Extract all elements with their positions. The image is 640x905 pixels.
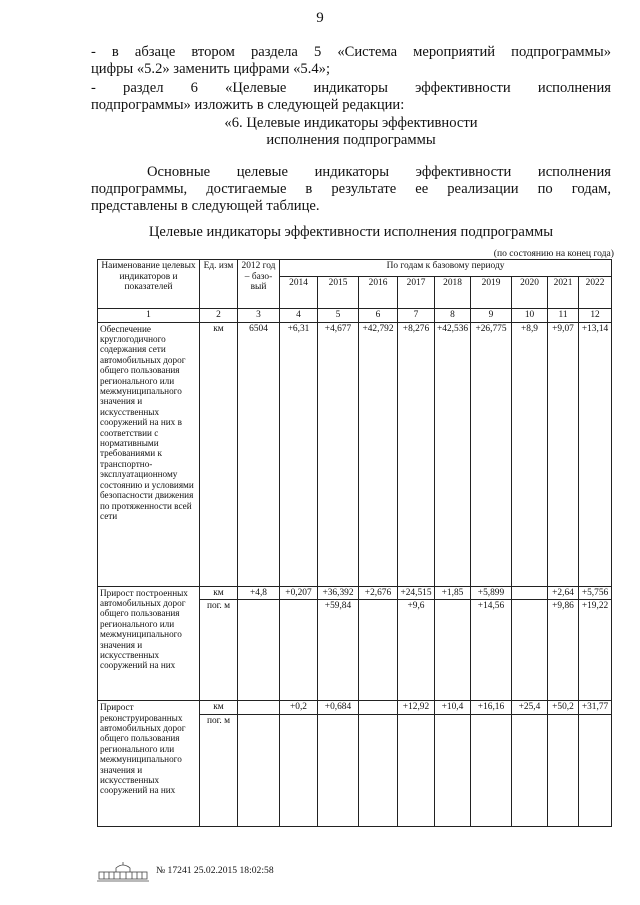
indicator-value (318, 714, 359, 826)
indicator-value: +42,792 (359, 322, 398, 586)
header-year: 2022 (579, 277, 612, 309)
column-number: 9 (471, 309, 512, 323)
header-year: 2014 (280, 277, 318, 309)
indicator-value: +12,92 (398, 701, 435, 715)
column-number: 11 (548, 309, 579, 323)
column-number: 6 (359, 309, 398, 323)
indicator-value: +0,207 (280, 586, 318, 600)
column-number: 1 (98, 309, 200, 323)
indicator-value: +59,84 (318, 600, 359, 701)
indicator-base: 6504 (238, 322, 280, 586)
header-base-year: 2012 год – базо-вый (238, 260, 280, 309)
indicator-unit: км (200, 322, 238, 586)
column-number: 3 (238, 309, 280, 323)
indicator-value: +14,56 (471, 600, 512, 701)
paragraph-3-line-3: представлены в следующей таблице. (91, 198, 320, 214)
indicator-value: +4,677 (318, 322, 359, 586)
page-number: 9 (316, 10, 324, 26)
indicator-unit: пог. м (200, 600, 238, 701)
header-year: 2020 (512, 277, 548, 309)
indicator-value (435, 600, 471, 701)
indicator-name: Обеспечение круглогодичного содержания сети автомобильных дорог общего пользования регионального или межмуниципального значения и искусственных сооружений на них в соответствии с нормативными требованиями к транспортно-эксплуатационному состоянию и условиями безопасности движения по протяженности всей сети (98, 322, 200, 586)
header-year: 2017 (398, 277, 435, 309)
indicator-value: +8,9 (512, 322, 548, 586)
indicator-value: +50,2 (548, 701, 579, 715)
column-number: 10 (512, 309, 548, 323)
registration-stamp: № 17241 25.02.2015 18:02:58 (156, 865, 274, 876)
indicator-value (548, 714, 579, 826)
indicator-value: +2,64 (548, 586, 579, 600)
section-heading-line-1: «6. Целевые индикаторы эффективности (224, 115, 478, 131)
header-period: По годам к базовому периоду (280, 260, 612, 277)
indicator-value: +2,676 (359, 586, 398, 600)
indicator-base (238, 714, 280, 826)
paragraph-3-line-1: Основные целевые индикаторы эффективности исполнения (147, 164, 611, 180)
header-year: 2018 (435, 277, 471, 309)
indicator-value: +19,22 (579, 600, 612, 701)
indicator-value (359, 701, 398, 715)
indicator-value: +16,16 (471, 701, 512, 715)
paragraph-1-line-2: цифры «5.2» заменить цифрами «5.4»; (91, 61, 331, 77)
indicator-value: +1,85 (435, 586, 471, 600)
paragraph-3-line-2: подпрограммы, достигаемые в результате ее реализации по годам, (91, 181, 611, 197)
indicator-value: +0,2 (280, 701, 318, 715)
document-footer (96, 861, 356, 883)
table-note: (по состоянию на конец года) (493, 248, 614, 259)
indicator-value: +8,276 (398, 322, 435, 586)
column-number: 5 (318, 309, 359, 323)
indicator-value: +13,14 (579, 322, 612, 586)
building-logo-icon (96, 861, 150, 883)
section-heading-line-2: исполнения подпрограммы (266, 132, 436, 148)
indicator-value: +9,07 (548, 322, 579, 586)
indicator-value: +42,536 (435, 322, 471, 586)
indicator-value (512, 600, 548, 701)
header-unit: Ед. изм (200, 260, 238, 309)
indicator-value (435, 714, 471, 826)
indicator-base: +4,8 (238, 586, 280, 600)
indicator-value (398, 714, 435, 826)
indicator-value: +5,756 (579, 586, 612, 600)
indicator-value: +31,77 (579, 701, 612, 715)
indicator-unit: км (200, 586, 238, 600)
column-number: 4 (280, 309, 318, 323)
indicator-base (238, 701, 280, 715)
indicator-value: +9,86 (548, 600, 579, 701)
indicator-value: +0,684 (318, 701, 359, 715)
indicator-value: +6,31 (280, 322, 318, 586)
indicator-base (238, 600, 280, 701)
indicator-value: +10,4 (435, 701, 471, 715)
indicator-value: +24,515 (398, 586, 435, 600)
paragraph-1-line-1: - в абзаце втором раздела 5 «Система мероприятий подпрограммы» (91, 44, 611, 60)
indicator-value: +25,4 (512, 701, 548, 715)
indicator-unit: км (200, 701, 238, 715)
indicator-value (280, 600, 318, 701)
indicator-value (512, 586, 548, 600)
indicator-value: +26,775 (471, 322, 512, 586)
indicator-value (512, 714, 548, 826)
column-number: 12 (579, 309, 612, 323)
indicator-value (579, 714, 612, 826)
indicator-name: Прирост построенных автомобильных дорог общего пользования регионального или межмуниципального значения и искусственных сооружений на них (98, 586, 200, 701)
header-year: 2016 (359, 277, 398, 309)
indicator-value (471, 714, 512, 826)
header-year: 2015 (318, 277, 359, 309)
header-name: Наименование целевых индикаторов и показателей (98, 260, 200, 309)
indicator-name: Прирост реконструированных автомобильных дорог общего пользования регионального или межмуниципального значения и искусственных сооружений на них (98, 701, 200, 827)
indicator-value (359, 714, 398, 826)
indicator-value: +36,392 (318, 586, 359, 600)
header-year: 2019 (471, 277, 512, 309)
column-number: 8 (435, 309, 471, 323)
paragraph-2-line-1: - раздел 6 «Целевые индикаторы эффективности исполнения (91, 80, 611, 96)
header-year: 2021 (548, 277, 579, 309)
indicator-value: +5,899 (471, 586, 512, 600)
indicator-value (280, 714, 318, 826)
indicator-value (359, 600, 398, 701)
column-number: 7 (398, 309, 435, 323)
column-number: 2 (200, 309, 238, 323)
indicator-value: +9,6 (398, 600, 435, 701)
indicator-unit: пог. м (200, 714, 238, 826)
table-title: Целевые индикаторы эффективности исполнения подпрограммы (148, 224, 554, 240)
paragraph-2-line-2: подпрограммы» изложить в следующей редакции: (91, 97, 405, 113)
indicators-table (97, 259, 612, 827)
